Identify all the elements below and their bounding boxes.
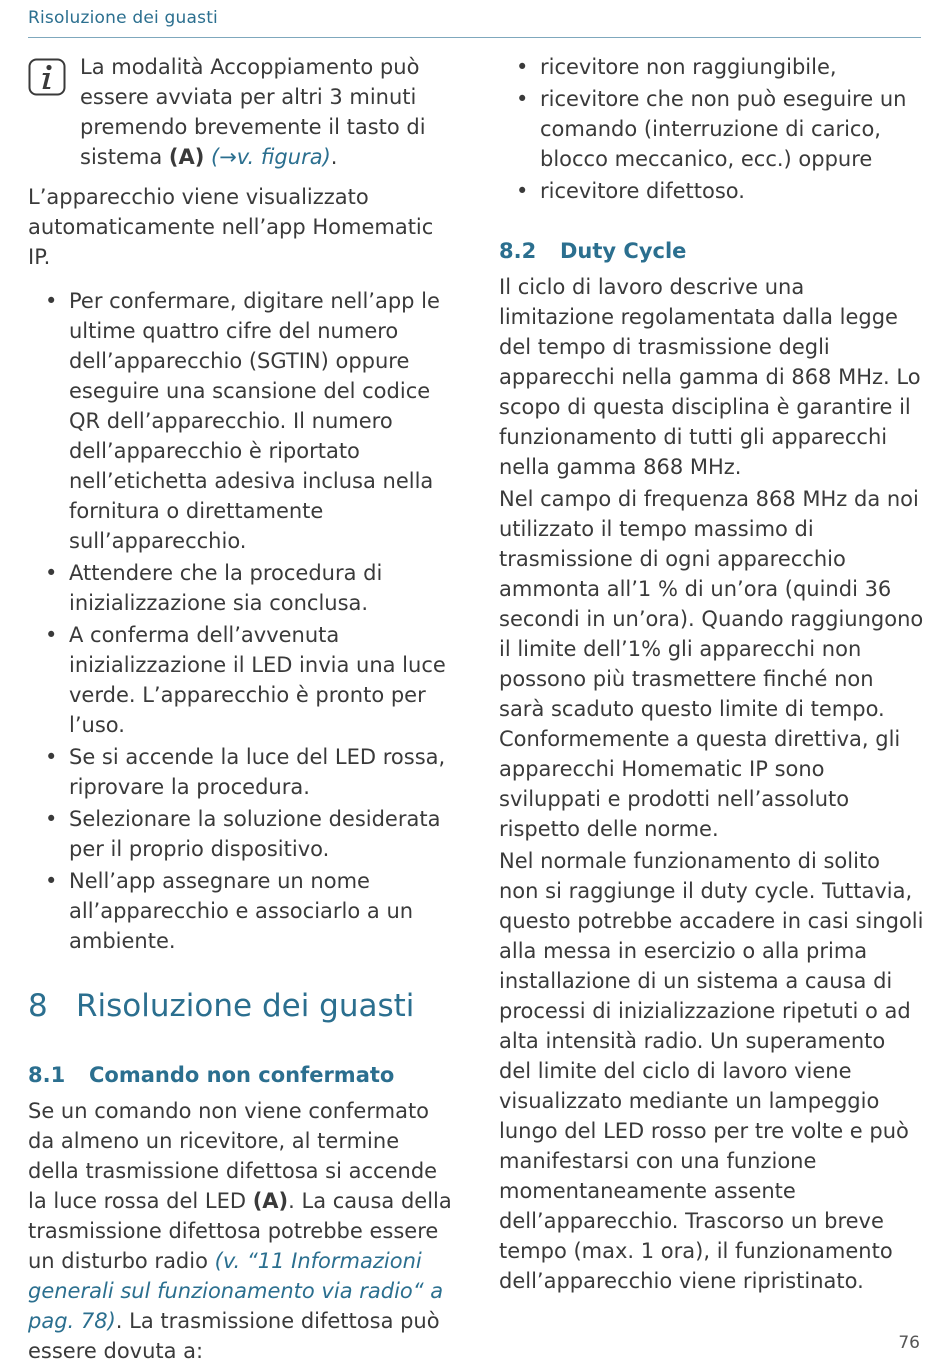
right-column xyxy=(499,52,924,1296)
list-item-text: Se si accende la luce del LED rossa, riprovare la procedura. xyxy=(69,745,446,799)
subsection-number: 8.1 xyxy=(28,1063,66,1087)
subsection-title: Comando non confermato xyxy=(89,1063,395,1087)
paragraph-duty-cycle-limit: Nel campo di frequenza 868 MHz da noi utilizzato il tempo massimo di trasmissione di ogni apparecchio ammonta all’1 % di un’ora (quindi 36 secondi in un’ora). Quando raggiungono il limite dell’1% gli apparecchi non possono più trasmettere finché non sarà scaduto questo limite di tempo. Conformemente a questa direttiva, gli apparecchi Homematic IP sono sviluppati e prodotti nell’assoluto rispetto delle norme. xyxy=(499,487,924,841)
text-run: . La trasmissione difettosa può essere dovuta a: xyxy=(28,1309,440,1363)
section-heading xyxy=(28,986,453,1026)
note-text xyxy=(80,52,453,172)
paragraph-unconfirmed-command xyxy=(28,1096,453,1366)
bullet-icon: • xyxy=(516,179,529,203)
list-item xyxy=(28,558,453,618)
bullet-icon: • xyxy=(45,745,58,769)
note-key-label: (A) xyxy=(168,145,205,169)
bullet-icon: • xyxy=(516,87,529,111)
list-item xyxy=(28,286,453,556)
note-space xyxy=(204,145,211,169)
list-item-text: ricevitore che non può eseguire un comando (interruzione di carico, blocco meccanico, ecc.) oppure xyxy=(540,87,907,171)
note-text-main: La modalità Accoppiamento può essere avviata per altri 3 minuti premendo brevemente il tasto di sistema xyxy=(80,55,426,169)
subsection-title: Duty Cycle xyxy=(560,239,687,263)
list-item xyxy=(28,742,453,802)
list-item-text: Selezionare la soluzione desiderata per il proprio dispositivo. xyxy=(69,807,441,861)
left-column xyxy=(28,52,453,1366)
list-item-text: Attendere che la procedura di inizializzazione sia conclusa. xyxy=(69,561,383,615)
bullet-icon: • xyxy=(45,561,58,585)
subsection-number: 8.2 xyxy=(499,239,537,263)
text-run: Se un comando non viene confermato da almeno un ricevitore, al termine della trasmissione difettosa si accende la luce rossa del LED xyxy=(28,1099,438,1213)
list-item-text: A conferma dell’avvenuta inizializzazione il LED invia una luce verde. L’apparecchio è pronto per l’uso. xyxy=(69,623,446,737)
bullet-icon: • xyxy=(45,289,58,313)
section-number: 8 xyxy=(28,988,48,1024)
paragraph-app-display: L’apparecchio viene visualizzato automaticamente nell’app Homematic IP. xyxy=(28,185,434,269)
list-item-text: Nell’app assegnare un nome all’apparecchio e associarlo a un ambiente. xyxy=(69,869,414,953)
cause-list xyxy=(499,52,924,206)
list-item xyxy=(28,866,453,956)
running-header: Risoluzione dei guasti xyxy=(28,8,218,28)
list-item xyxy=(28,804,453,864)
header-divider xyxy=(28,37,921,38)
list-item-text: ricevitore non raggiungibile, xyxy=(540,55,837,79)
radio-info-reference-link[interactable]: (v. “11 Informazioni generali sul funzionamento via radio“ a pag. 78) xyxy=(28,1249,444,1333)
list-item xyxy=(499,84,924,174)
page-number: 76 xyxy=(898,1333,920,1353)
list-item xyxy=(499,52,924,82)
list-item-text: Per confermare, digitare nell’app le ultime quattro cifre del numero dell’apparecchio (SGTIN) oppure eseguire una scansione del codice QR dell’apparecchio. Il numero dell’apparecchio è riportato nell’etichetta adesiva inclusa nella fornitura o direttamente sull’apparecchio. xyxy=(69,289,440,553)
section-title: Risoluzione dei guasti xyxy=(76,988,415,1024)
figure-reference-link[interactable]: (→v. figura) xyxy=(211,145,331,169)
note-period: . xyxy=(330,145,338,169)
list-item-text: ricevitore difettoso. xyxy=(540,179,745,203)
text-run: . La causa della trasmissione difettosa potrebbe essere un disturbo radio xyxy=(28,1189,452,1273)
instruction-list xyxy=(28,286,453,956)
bullet-icon: • xyxy=(516,55,529,79)
led-key-label: (A) xyxy=(252,1189,289,1213)
info-icon xyxy=(28,58,66,96)
info-note xyxy=(28,52,453,172)
list-item xyxy=(28,620,453,740)
subsection-heading-8-1 xyxy=(28,1060,453,1090)
subsection-heading-8-2 xyxy=(499,236,924,266)
bullet-icon: • xyxy=(45,623,58,647)
bullet-icon: • xyxy=(45,807,58,831)
paragraph-duty-cycle-definition: Il ciclo di lavoro descrive una limitazione regolamentata dalla legge del tempo di trasmissione degli apparecchi nella gamma di 868 MHz. Lo scopo di questa disciplina è garantire il funzionamento di tutti gli apparecchi nella gamma 868 MHz. xyxy=(499,275,921,479)
bullet-icon: • xyxy=(45,869,58,893)
paragraph-duty-cycle-operation: Nel normale funzionamento di solito non si raggiunge il duty cycle. Tuttavia, questo potrebbe accadere in casi singoli alla messa in esercizio o alla prima installazione di un sistema a causa di processi di inizializzazione ripetuti o ad alta intensità radio. Un superamento del limite del ciclo di lavoro viene visualizzato mediante un lampeggio lungo del LED rosso per tre volte e può manifestarsi con una funzione momentaneamente assente dell’apparecchio. Trascorso un breve tempo (max. 1 ora), il funzionamento dell’apparecchio viene ripristinato. xyxy=(499,849,924,1293)
list-item xyxy=(499,176,924,206)
